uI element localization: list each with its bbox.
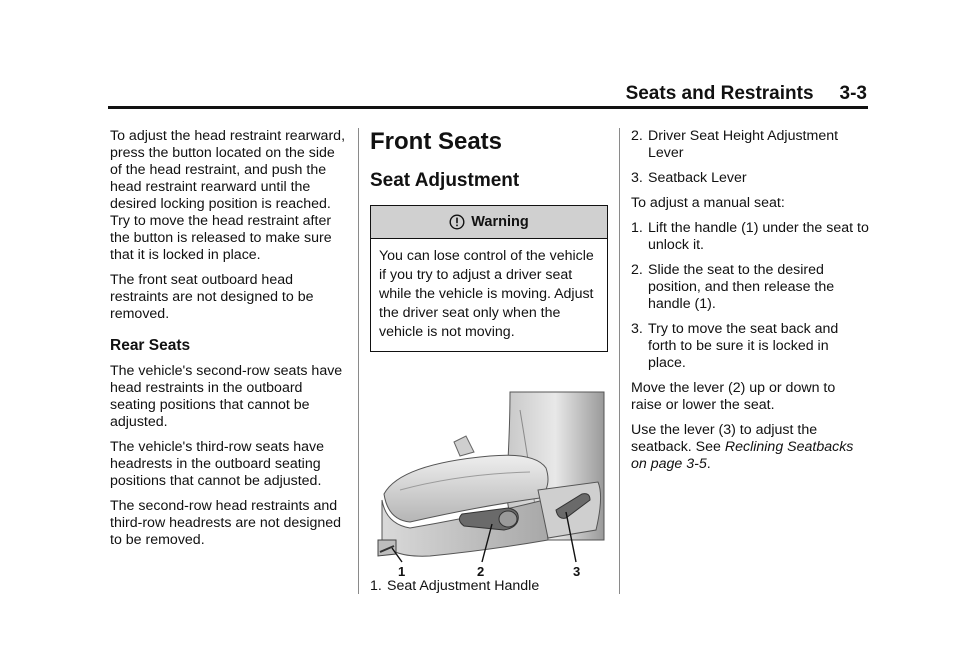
column-2 — [370, 128, 608, 603]
column-divider-right — [619, 128, 620, 594]
warning-title: Warning — [471, 213, 529, 230]
column-divider-left — [358, 128, 359, 594]
figure-caption-list — [370, 578, 608, 595]
paragraph: The second-row head restraints and third-row headrests are not designed to be removed. — [110, 498, 342, 548]
list-text: Driver Seat Height Adjustment Lever — [648, 128, 839, 161]
cross-reference-link[interactable]: Reclining Seatbacks on page 3-5 — [631, 439, 854, 472]
callout-3: 3 — [573, 564, 581, 578]
list-item — [631, 321, 869, 372]
header-rule — [108, 106, 868, 109]
list-text: Try to move the seat back and forth to be sure it is locked in place. — [648, 321, 839, 371]
callout-2: 2 — [477, 564, 485, 578]
rear-seats-heading: Rear Seats — [110, 337, 191, 354]
warning-icon — [449, 214, 465, 230]
list-number: 3. — [631, 170, 643, 186]
warning-text: You can lose control of the vehicle if you try to adjust a driver seat while the vehicle is moving. Adjust the driver seat only when the vehicle is not moving. — [379, 248, 594, 340]
section-heading: Front Seats — [370, 128, 503, 155]
paragraph-text-end: . — [706, 456, 711, 472]
callout-1: 1 — [398, 564, 406, 578]
list-item — [631, 262, 869, 313]
paragraph: To adjust a manual seat: — [631, 195, 785, 211]
legend-list — [631, 128, 869, 187]
column-1 — [110, 128, 348, 557]
list-item — [631, 170, 869, 187]
warning-box — [370, 205, 608, 352]
paragraph-text: Use the lever (3) to adjust the seatback. See — [631, 422, 818, 455]
list-text: Seatback Lever — [648, 170, 747, 186]
page-number: 3-3 — [839, 83, 867, 104]
warning-header — [371, 206, 607, 239]
column-3 — [631, 128, 869, 481]
subsection-heading: Seat Adjustment — [370, 170, 520, 191]
list-text: Lift the handle (1) under the seat to unlock it. — [648, 220, 869, 253]
header-section-title: Seats and Restraints — [625, 83, 814, 104]
list-number: 2. — [631, 262, 643, 278]
list-number: 1. — [370, 578, 382, 594]
list-number: 1. — [631, 220, 643, 236]
seat-illustration-graphic — [370, 390, 608, 578]
paragraph: To adjust the head restraint rearward, press the button located on the side of the head restraint, and push the head restraint rearward until the desired locking position is reached. Try to move the head restraint after the button is released to make sure that it is locked in place. — [110, 128, 346, 263]
list-number: 3. — [631, 321, 643, 337]
paragraph: The vehicle's third-row seats have headrests in the outboard seating positions that cannot be adjusted. — [110, 439, 325, 489]
paragraph-with-reference — [631, 422, 869, 473]
list-text: Slide the seat to the desired position, and then release the handle (1). — [648, 262, 835, 312]
seat-adjustment-illustration — [370, 390, 608, 578]
list-item — [631, 220, 869, 254]
running-header — [626, 83, 867, 105]
paragraph: Move the lever (2) up or down to raise or lower the seat. — [631, 380, 836, 413]
steps-list — [631, 220, 869, 372]
paragraph: The front seat outboard head restraints are not designed to be removed. — [110, 272, 314, 322]
list-item — [370, 578, 608, 595]
list-item — [631, 128, 869, 162]
list-number: 2. — [631, 128, 643, 144]
caption-text: Seat Adjustment Handle — [387, 578, 540, 594]
paragraph: The vehicle's second-row seats have head restraints in the outboard seating positions that cannot be adjusted. — [110, 363, 343, 430]
